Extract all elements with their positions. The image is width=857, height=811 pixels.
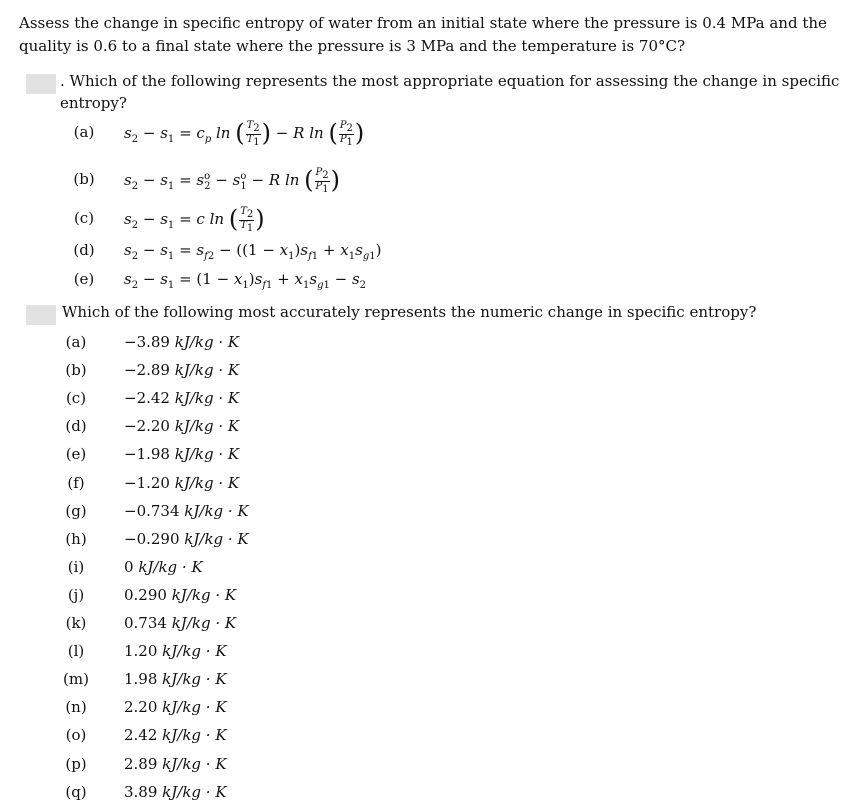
equation: $s_2 - s_1 = (1 - x_1)s_{f1} + x_1s_{g1} - s_2$	[124, 270, 367, 291]
answer-option-label: (l)	[67, 642, 85, 661]
question-number-redacted: 0	[26, 74, 56, 94]
answer-option-label: (i)	[67, 557, 85, 576]
option-label: (b)	[73, 170, 95, 188]
equation: $s_2 - s_1 = c$ ln ( $\frac{T_2}{T_1}$ )	[124, 205, 265, 234]
answer-option-value: 0 kJ/kg · K	[124, 557, 203, 576]
answer-option-label: (e)	[65, 445, 87, 464]
answer-option-label: (j)	[67, 585, 85, 604]
answer-option-value: 2.42 kJ/kg · K	[124, 726, 227, 745]
answer-option-value: −1.98 kJ/kg · K	[124, 445, 240, 464]
question-2-text: Which of the following most accurately represents the numeric change in specific entropy?	[62, 303, 757, 321]
answer-option-label: (p)	[65, 754, 87, 773]
question-number-redacted: 0	[26, 305, 56, 325]
option-label: (c)	[73, 209, 95, 227]
answer-option-value: −0.290 kJ/kg · K	[124, 529, 249, 548]
answer-option-value: −2.89 kJ/kg · K	[124, 361, 240, 380]
answer-option-label: (c)	[65, 389, 87, 408]
answer-option-value: 1.20 kJ/kg · K	[124, 642, 227, 661]
answer-option-label: (o)	[65, 726, 87, 745]
equation: $s_2 - s_1 = s^o_2 - s^o_1 - R$ ln ( $\frac{P_2}{P_1}$ )	[124, 166, 341, 195]
answer-option-value: 2.20 kJ/kg · K	[124, 698, 227, 717]
answer-option-value: −2.20 kJ/kg · K	[124, 417, 240, 436]
answer-option-label: (f)	[67, 473, 85, 492]
answer-option-value: 3.89 kJ/kg · K	[124, 782, 227, 801]
answer-option-value: 2.89 kJ/kg · K	[124, 754, 227, 773]
answer-option-value: −0.734 kJ/kg · K	[124, 501, 249, 520]
answer-option-label: (q)	[65, 782, 87, 801]
question-2	[26, 301, 841, 325]
answer-option-label: (a)	[65, 333, 87, 351]
answer-option-label: (g)	[65, 501, 87, 520]
answer-option-label: (d)	[65, 417, 87, 436]
problem-statement: Assess the change in specific entropy of water from an initial state where the pressure is 0.4 MPa and the quality is 0.6 to a final state where the pressure is 3 MPa and the temperature is 70°C?	[19, 14, 827, 55]
question-1-text: . Which of the following represents the most appropriate equation for assessing the change in specific entropy?	[60, 72, 840, 112]
answer-option-label: (m)	[63, 670, 89, 689]
answer-option-label: (b)	[65, 361, 87, 380]
option-label: (d)	[73, 241, 95, 259]
answer-option-value: 1.98 kJ/kg · K	[124, 670, 227, 689]
answer-option-value: −1.20 kJ/kg · K	[124, 473, 240, 492]
answer-option-label: (k)	[65, 614, 87, 632]
equation: $s_2 - s_1 = s_{f2} - ((1 - x_1)s_{f1} + x_1s_{g1})$	[124, 241, 382, 262]
option-label: (a)	[73, 123, 95, 141]
answer-option-value: −3.89 kJ/kg · K	[124, 333, 240, 351]
answer-option-value: 0.734 kJ/kg · K	[124, 614, 237, 632]
option-label: (e)	[73, 270, 95, 288]
answer-option-label: (h)	[65, 529, 87, 548]
answer-option-value: 0.290 kJ/kg · K	[124, 585, 237, 604]
answer-option-label: (n)	[65, 698, 87, 717]
equation: $s_2 - s_1 = c_p$ ln ( $\frac{T_2}{T_1}$ ) − R ln ( $\frac{P_2}{P_1}$ )	[124, 119, 365, 148]
answer-option-value: −2.42 kJ/kg · K	[124, 389, 240, 408]
question-1	[26, 70, 841, 112]
